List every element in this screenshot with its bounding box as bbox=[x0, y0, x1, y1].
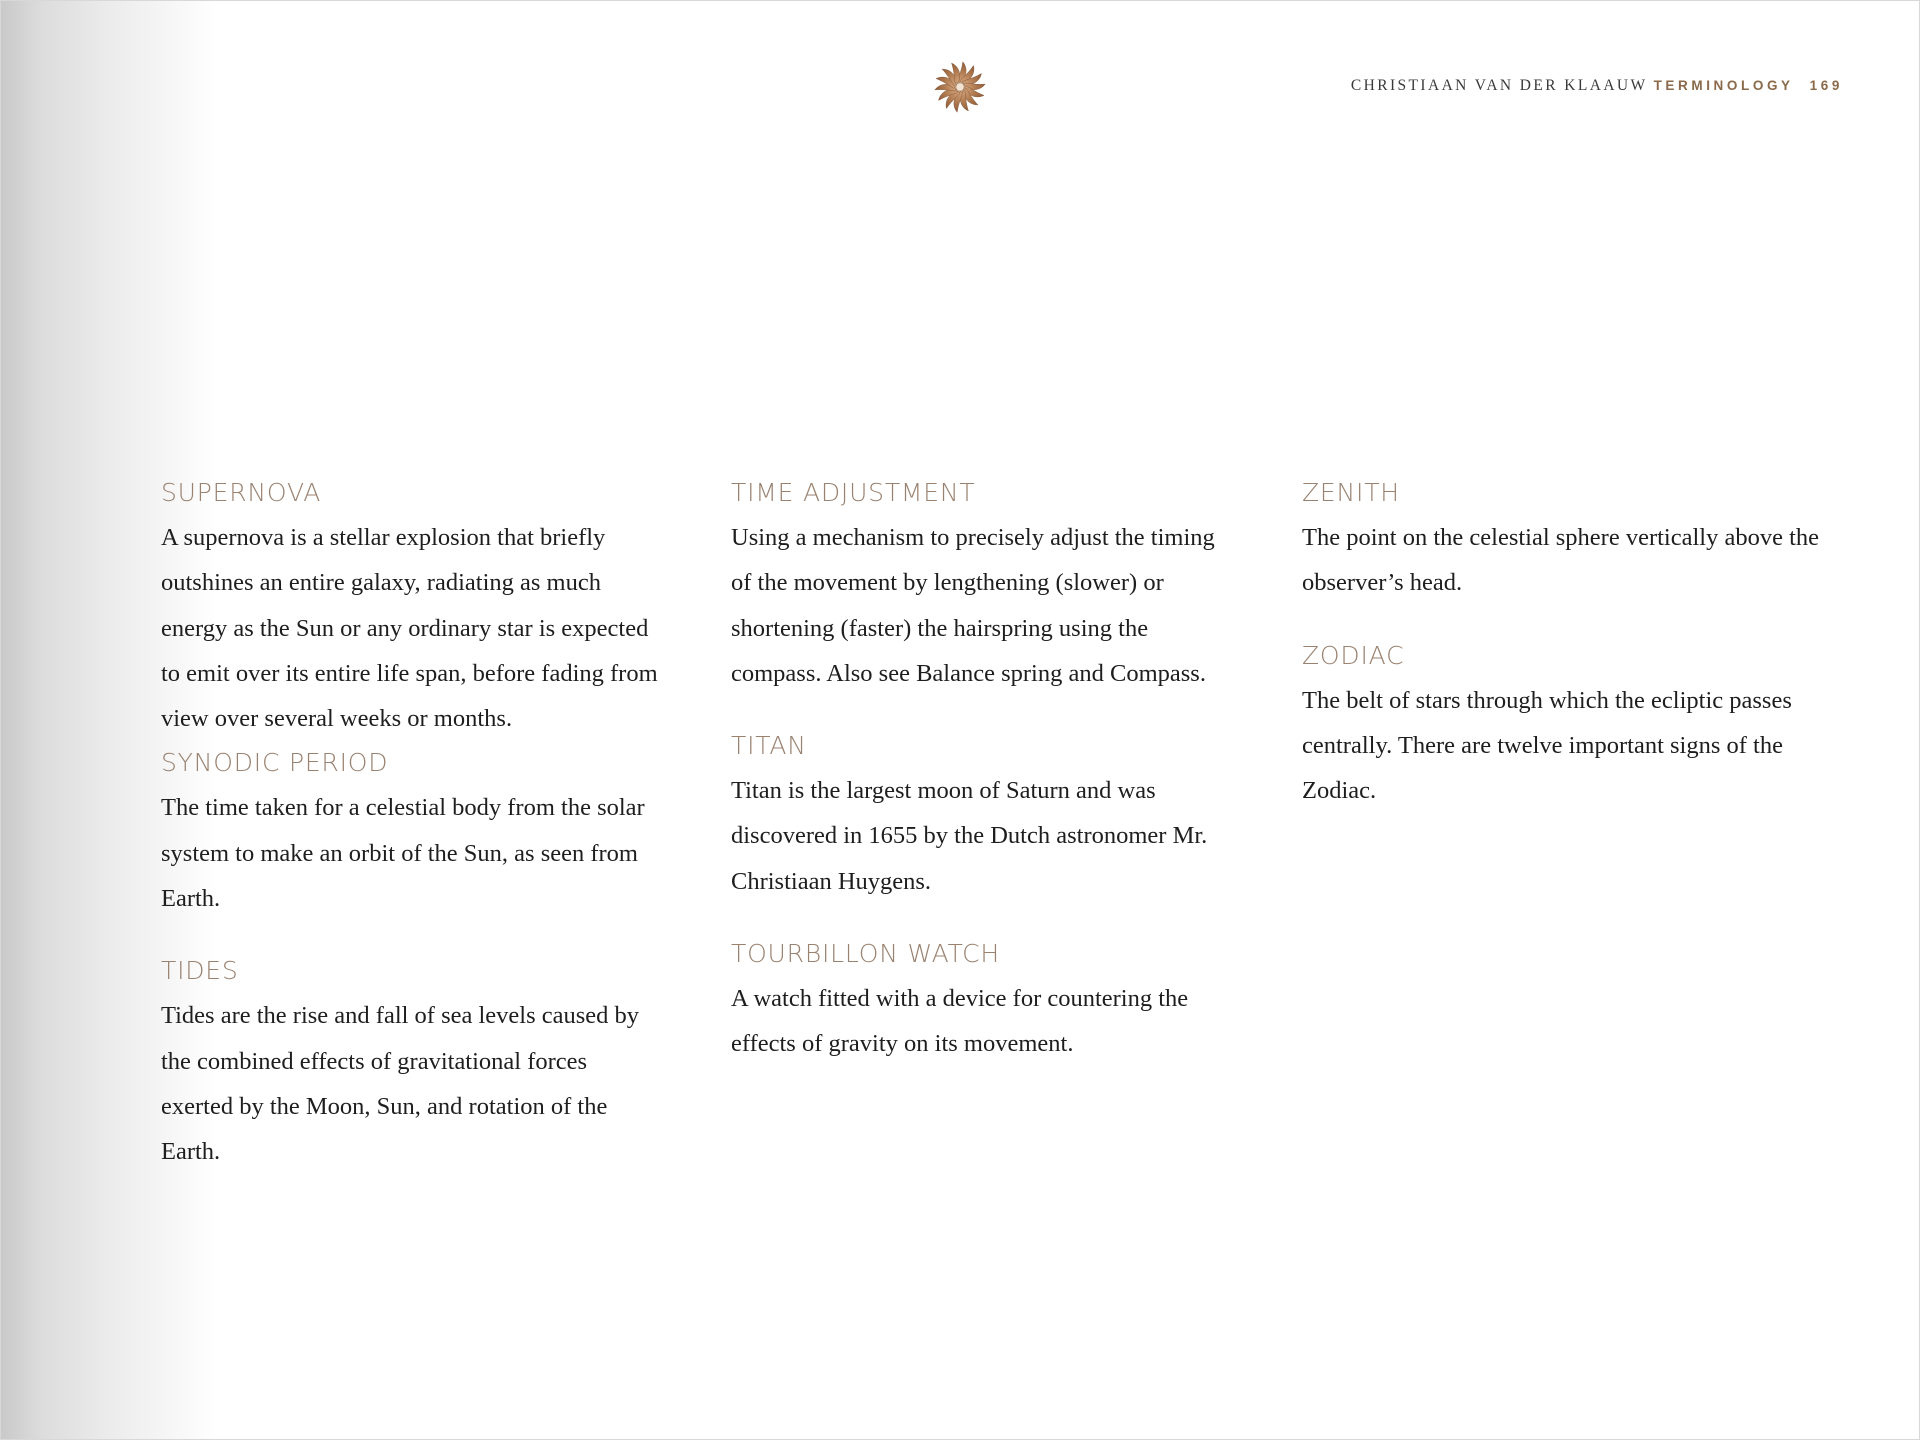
glossary-entry-tourbillon-watch bbox=[731, 934, 1241, 1067]
glossary-definition: The point on the celestial sphere vertically above the observer’s head. bbox=[1302, 524, 1820, 597]
header-section: TERMINOLOGY bbox=[1653, 78, 1794, 93]
glossary-entry-zodiac bbox=[1302, 636, 1822, 814]
glossary-entry-tides bbox=[161, 951, 661, 1174]
glossary-entry-time-adjustment bbox=[731, 473, 1241, 696]
glossary-term: SYNODIC PERIOD bbox=[161, 748, 389, 778]
glossary-term: TIDES bbox=[161, 956, 239, 986]
sun-spiral-logo-icon bbox=[932, 59, 988, 115]
glossary-definition: The belt of stars through which the ecliptic passes centrally. There are twelve important signs of the Zodiac. bbox=[1302, 686, 1792, 805]
page-number: 169 bbox=[1809, 78, 1843, 93]
glossary-term: TOURBILLON WATCH bbox=[731, 939, 1001, 969]
header-author: CHRISTIAAN VAN DER KLAAUW bbox=[1350, 77, 1648, 94]
glossary-term: TIME ADJUSTMENT bbox=[731, 478, 976, 507]
glossary-column-3 bbox=[1302, 473, 1822, 813]
glossary-term: ZODIAC bbox=[1302, 640, 1405, 670]
glossary-definition: Using a mechanism to precisely adjust the timing of the movement by lengthening (slower) or shortening (faster) the hairspring using the compass. Also see Balance spring and Compass. bbox=[731, 524, 1215, 687]
glossary-definition: Tides are the rise and fall of sea levels caused by the combined effects of gravitational forces exerted by the Moon, Sun, and rotation of the Earth. bbox=[161, 1002, 640, 1166]
glossary-term: TITAN bbox=[731, 731, 807, 761]
glossary-column-2 bbox=[731, 473, 1241, 1067]
glossary-definition: Titan is the largest moon of Saturn and was discovered in 1655 by the Dutch astronomer Mr. Christiaan Huygens. bbox=[731, 777, 1208, 895]
glossary-entry-zenith bbox=[1302, 473, 1822, 606]
glossary-definition: The time taken for a celestial body from the solar system to make an orbit of the Sun, as seen from Earth. bbox=[161, 794, 645, 913]
glossary-column-1 bbox=[161, 473, 661, 1175]
glossary-term: SUPERNOVA bbox=[161, 478, 322, 507]
glossary-entry-titan bbox=[731, 726, 1241, 904]
glossary-term: ZENITH bbox=[1302, 478, 1400, 507]
glossary-definition: A supernova is a stellar explosion that briefly outshines an entire galaxy, radiating as much energy as the Sun or any ordinary star is expected to emit over its entire life span, before fading from view over several weeks or months. bbox=[161, 524, 658, 733]
glossary-definition: A watch fitted with a device for countering the effects of gravity on its movement. bbox=[731, 985, 1189, 1058]
glossary-entry-synodic-period bbox=[161, 743, 661, 921]
running-header bbox=[1351, 77, 1843, 95]
glossary-entry-supernova bbox=[161, 473, 661, 741]
